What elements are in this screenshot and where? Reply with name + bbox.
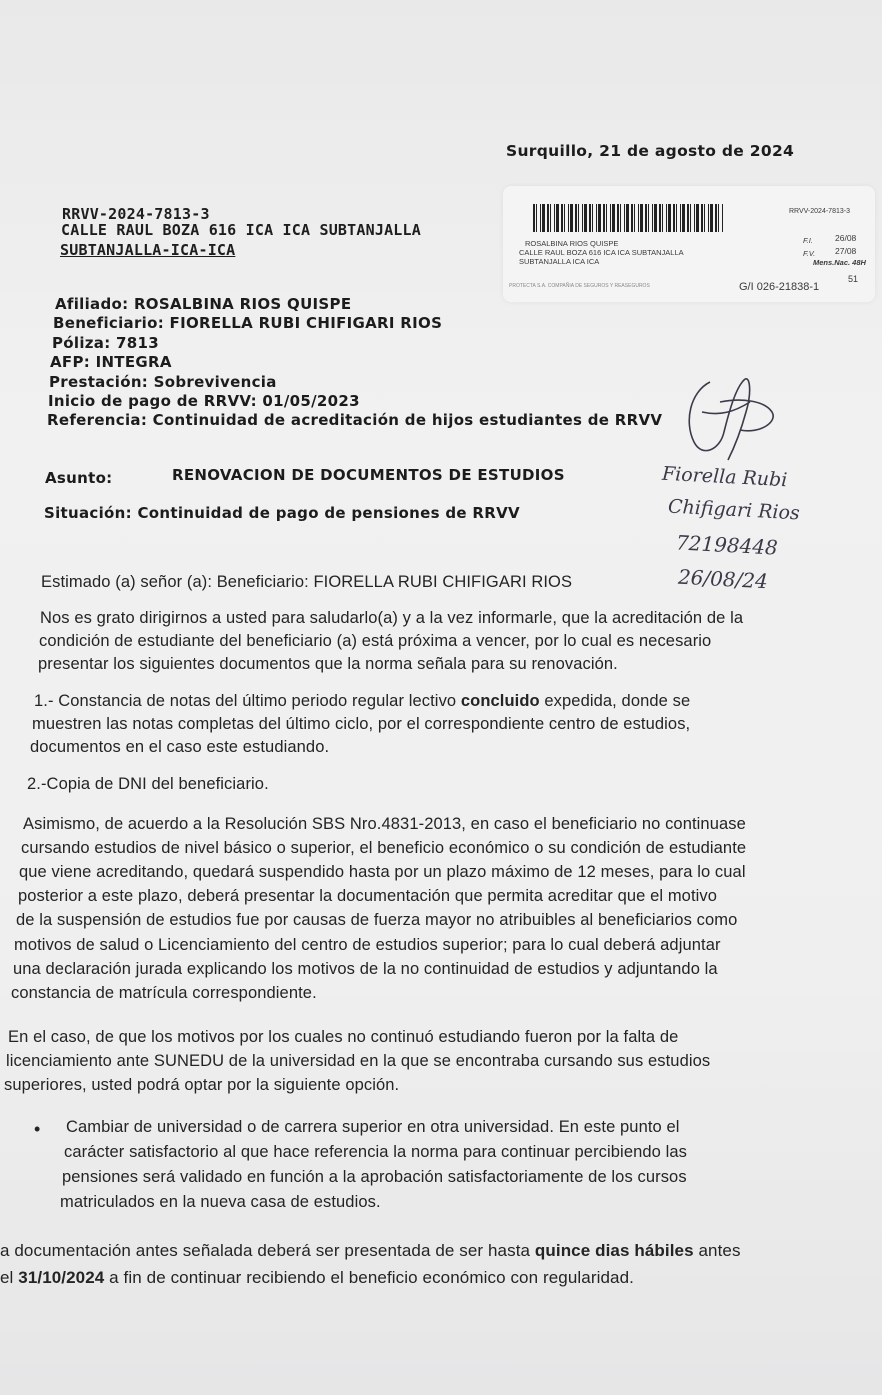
asimismo-line-1: Asimismo, de acuerdo a la Resolución SBS Nro.4831-2013, en caso el beneficiario no continuase [23,815,746,833]
meta-afiliado: Afiliado: ROSALBINA RIOS QUISPE [55,295,352,313]
stamp-fv-value: 27/08 [835,246,857,256]
en-caso-line-3: superiores, usted podrá optar por la siguiente opción. [4,1076,400,1094]
bullet-line-1: Cambiar de universidad o de carrera superior en otra universidad. En este punto el [66,1118,680,1136]
bullet-line-3: pensiones será validado en función a la aprobación satisfactoriamente de los cursos [62,1168,687,1186]
stamp-number: 51 [848,274,859,284]
meta-poliza: Póliza: 7813 [52,334,160,352]
asunto-label: Asunto: [45,469,113,487]
situacion: Situación: Continuidad de pago de pensiones de RRVV [44,504,520,522]
address-line-2: SUBTANJALLA-ICA-ICA [60,241,236,259]
reference-code: RRVV-2024-7813-3 [62,205,210,223]
stamp-fv-label: F.V. [803,249,816,258]
handwritten-dni: 72198448 [675,530,779,560]
closing-line-2: el 31/10/2024 a fin de continuar recibiendo el beneficio económico con regularidad. [0,1268,634,1287]
barcode [533,204,723,232]
handwritten-name-2: Chifigari Rios [667,495,801,525]
signature [680,372,780,464]
stamp-fi-value: 26/08 [835,233,857,243]
handwritten-date: 26/08/24 [677,564,769,594]
en-caso-line-2: licenciamiento ante SUNEDU de la universidad en la que se encontraba cursando sus estudios [6,1052,711,1070]
stamp-fi-label: F.I. [803,236,813,245]
stamp-guide: G/I 026-21838-1 [739,281,820,293]
date-line: Surquillo, 21 de agosto de 2024 [506,142,795,160]
meta-beneficiario: Beneficiario: FIORELLA RUBI CHIFIGARI RIOS [53,314,443,332]
en-caso-line-1: En el caso, de que los motivos por los cuales no continuó estudiando fueron por la falta de [8,1028,679,1046]
closing-line-1: a documentación antes señalada deberá ser presentada de ser hasta quince dias hábiles antes [0,1241,741,1260]
item-1-line-1: 1.- Constancia de notas del último periodo regular lectivo concluido expedida, donde se [34,692,691,710]
asimismo-line-2: cursando estudios de nivel básico o superior, el beneficio económico o su condición de estudiante [21,839,747,857]
stamp-mens: Mens.Nac. 48H [813,258,866,267]
stamp-footer: PROTECTA S.A. COMPAÑIA DE SEGUROS Y REASEGUROS [509,283,650,289]
asunto-value: RENOVACION DE DOCUMENTOS DE ESTUDIOS [172,466,565,484]
item-1-line-2: muestren las notas completas del último ciclo, por el correspondiente centro de estudios, [32,715,691,733]
bullet-line-4: matriculados en la nueva casa de estudios. [60,1193,381,1211]
asimismo-line-3: que viene acreditando, quedará suspendido hasta por un plazo máximo de 12 meses, para lo cual [19,863,746,881]
meta-afp: AFP: INTEGRA [50,353,172,371]
asimismo-line-5: de la suspensión de estudios fue por causas de fuerza mayor no atribuibles al beneficiarios como [16,911,738,929]
intro-line-2: condición de estudiante del beneficiario (a) está próxima a vencer, por lo cual es necesario [39,632,712,650]
handwritten-name-1: Fiorella Rubi [661,462,788,492]
greeting: Estimado (a) señor (a): Beneficiario: FIORELLA RUBI CHIFIGARI RIOS [41,573,573,591]
intro-line-1: Nos es grato dirigirnos a usted para saludarlo(a) y a la vez informarle, que la acreditación de la [40,609,744,627]
asimismo-line-4: posterior a este plazo, deberá presentar la documentación que permita acreditar que el motivo [18,887,718,905]
item-1-line-3: documentos en el caso este estudiando. [30,738,330,756]
asimismo-line-7: una declaración jurada explicando los motivos de la no continuidad de estudios y adjuntando la [13,960,718,978]
stamp-name: ROSALBINA RIOS QUISPE [525,239,619,248]
stamp-ref: RRVV-2024-7813-3 [789,208,850,215]
bullet-line-2: carácter satisfactorio al que hace referencia la norma para continuar percibiendo las [64,1143,688,1161]
stamp-address-2: SUBTANJALLA ICA ICA [519,257,600,266]
meta-referencia: Referencia: Continuidad de acreditación de hijos estudiantes de RRVV [47,411,663,429]
asimismo-line-8: constancia de matrícula correspondiente. [11,984,317,1002]
item-2: 2.-Copia de DNI del beneficiario. [27,775,269,793]
intro-line-3: presentar los siguientes documentos que la norma señala para su renovación. [38,655,618,673]
meta-inicio-pago: Inicio de pago de RRVV: 01/05/2023 [48,392,360,410]
reception-label [503,186,875,302]
bullet-marker: • [34,1119,41,1139]
address-line-1: CALLE RAUL BOZA 616 ICA ICA SUBTANJALLA [61,221,421,239]
asimismo-line-6: motivos de salud o Licenciamiento del centro de estudios superior; para lo cual deberá adjuntar [14,936,721,954]
meta-prestacion: Prestación: Sobrevivencia [49,373,277,391]
stamp-address-1: CALLE RAUL BOZA 616 ICA ICA SUBTANJALLA [519,248,684,257]
